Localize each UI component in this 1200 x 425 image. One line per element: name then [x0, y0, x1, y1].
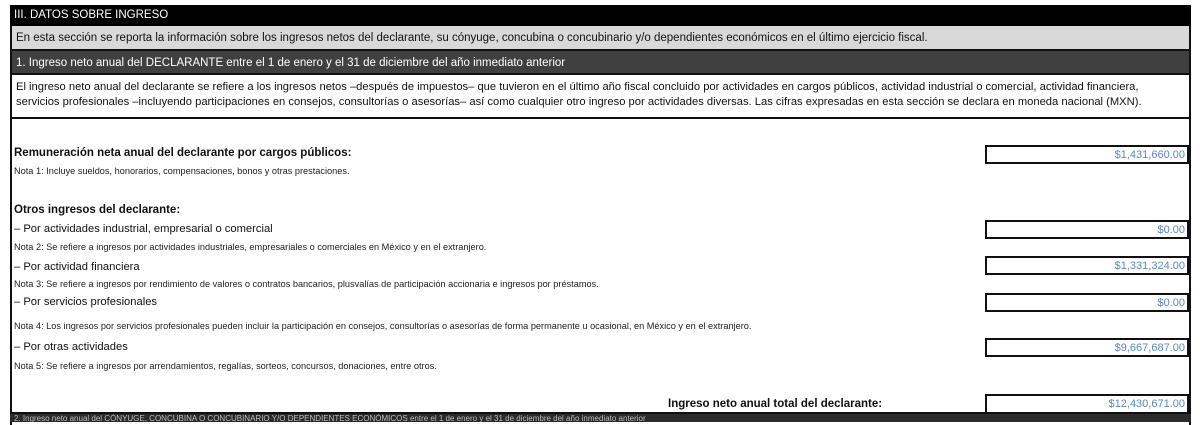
note-3: Nota 3: Se refiere a ingresos por rendimiento de valores o contratos bancarios, plusvalías de participación accionaria e ingresos por préstamos. [14, 279, 599, 289]
subsection-title: 1. Ingreso neto anual del DECLARANTE entre el 1 de enero y el 31 de diciembre del año inmediato anterior [10, 51, 1191, 75]
note-1: Nota 1: Incluye sueldos, honorarios, compensaciones, bonos y otras prestaciones. [14, 166, 350, 176]
note-4: Nota 4: Los ingresos por servicios profesionales pueden incluir la participación en consejos, consultorías o asesorías de forma permanente u ocasional, en México y en el extranjero. [14, 321, 752, 331]
next-section-title-partial: 2. Ingreso neto anual del CÓNYUGE, CONCUBINA O CONCUBINARIO Y/O DEPENDIENTES ECONÓMICOS entre el 1 de enero y el 31 de diciembre del año inmediato anterior [10, 412, 1191, 422]
otros-heading: Otros ingresos del declarante: [14, 204, 181, 216]
remuneracion-label: Remuneración neta anual del declarante por cargos públicos: [14, 147, 352, 159]
total-label: Ingreso neto anual total del declarante: [668, 398, 883, 410]
intro-line-1: El ingreso neto anual del declarante se refiere a los ingresos netos –después de impuestos– que tuvieron en el último año fiscal concluido por actividades en cargos públicos, actividad industrial o comercial, actividad financiera, [16, 81, 1139, 93]
remuneracion-value: $1,431,660.00 [985, 145, 1189, 164]
subsection-intro [10, 75, 1191, 119]
intro-line-2: servicios profesionales –incluyendo participaciones en consejos, consultorías o asesorías– así como cualquier otro ingreso por actividades diversas. Las cifras expresadas en esta sección se declara en moneda nacional (MXN). [16, 96, 1142, 108]
section-description: En esta sección se reporta la información sobre los ingresos netos del declarante, su cónyuge, concubina o concubinario y/o dependientes económicos en el último ejercicio fiscal. [10, 26, 1191, 51]
otros-item-value-profesionales: $0.00 [985, 293, 1189, 312]
total-value: $12,430,671.00 [985, 394, 1189, 414]
otros-item-value-industrial: $0.00 [985, 220, 1189, 239]
otros-item-label-financiera: – Por actividad financiera [14, 261, 140, 273]
note-5: Nota 5: Se refiere a ingresos por arrendamientos, regalías, sorteos, concursos, donaciones, entre otros. [14, 361, 437, 371]
otros-item-label-otras: – Por otras actividades [14, 341, 128, 353]
otros-item-value-otras: $9,667,687.00 [985, 338, 1189, 357]
otros-item-label-profesionales: – Por servicios profesionales [14, 296, 158, 308]
otros-item-value-financiera: $1,331,324.00 [985, 256, 1189, 275]
otros-item-label-industrial: – Por actividades industrial, empresarial o comercial [14, 223, 273, 235]
section-title: III. DATOS SOBRE INGRESO [10, 5, 1191, 26]
note-2: Nota 2: Se refiere a ingresos por actividades industriales, empresariales o comerciales en México y en el extranjero. [14, 242, 487, 252]
